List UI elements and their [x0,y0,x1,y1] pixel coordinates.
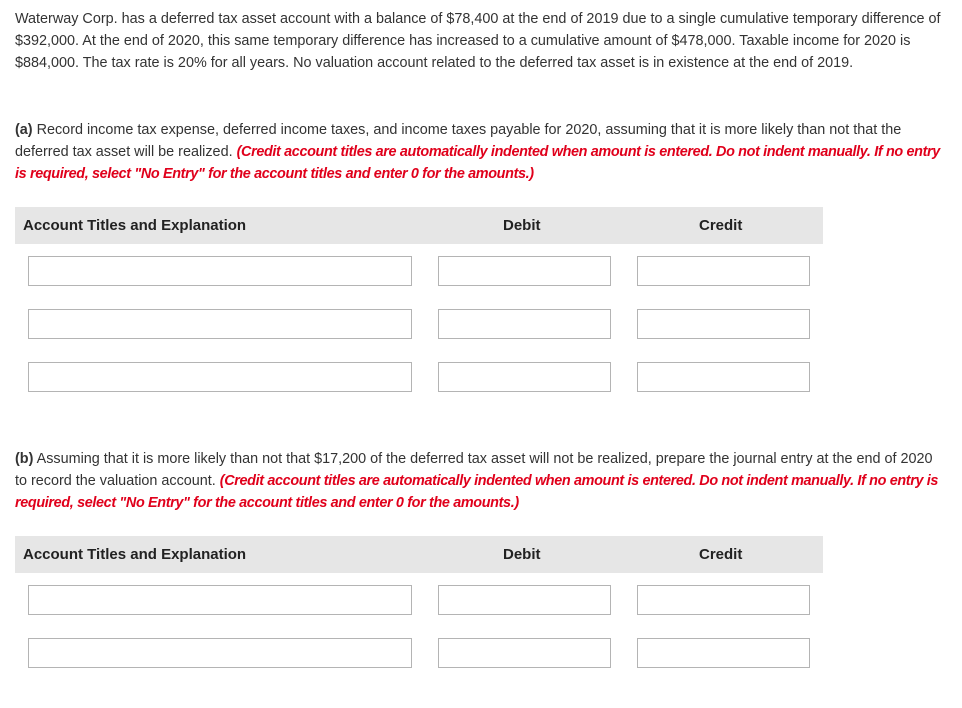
part-a-row-2-credit-input[interactable] [637,309,810,339]
part-b-row-1-account-input[interactable] [28,585,412,615]
part-a-row-1-account-input[interactable] [28,256,412,286]
part-a-row-3-debit-input[interactable] [438,362,611,392]
part-b-row-2-debit-input[interactable] [438,638,611,668]
part-b-instruction: (Credit account titles are automatically indented when amount is entered. Do not indent manually. If no entry is required, select "No Entry" for the account titles and enter 0 for the amounts.) [15,473,939,511]
part-b-row-2-account-input[interactable] [28,638,412,668]
part-a-label: (a) [15,122,33,138]
problem-intro: Waterway Corp. has a deferred tax asset account with a balance of $78,400 at the end of 2019 due to a single cumulative temporary difference of $392,000. At the end of 2020, this same temporary difference has increased to a cumulative amount of $478,000. Taxable income for 2020 is $884,000. The tax rate is 20% for all years. No valuation account related to the deferred tax asset is in existence at the end of 2019. [15,11,941,71]
part-a-header-debit: Debit [503,217,541,234]
part-a-row-1-credit-input[interactable] [637,256,810,286]
part-a-instruction: (Credit account titles are automatically indented when amount is entered. Do not indent manually. If no entry is required, select "No Entry" for the account titles and enter 0 for the amounts.) [15,144,940,182]
part-b-header-account: Account Titles and Explanation [23,546,247,563]
part-a-row-1-debit-input[interactable] [438,256,611,286]
part-a-row-3-account-input[interactable] [28,362,412,392]
part-b-table-header [15,536,823,573]
part-b-question: Assuming that it is more likely than not that $17,200 of the deferred tax asset will not be realized, prepare the journal entry at the end of 2020 to record the valuation account. [15,451,933,489]
part-a-table-header [15,207,823,244]
part-a-row-3-credit-input[interactable] [637,362,810,392]
part-a-header-account: Account Titles and Explanation [23,217,247,234]
part-b-prompt [15,448,945,514]
part-b-row-1-credit-input[interactable] [637,585,810,615]
part-b-header-debit: Debit [503,546,541,563]
part-a-question: Record income tax expense, deferred income taxes, and income taxes payable for 2020, assuming that it is more likely than not that the deferred tax asset will be realized. [15,122,902,160]
part-b-row-2-credit-input[interactable] [637,638,810,668]
part-a-prompt [15,119,945,185]
part-a-row-2-account-input[interactable] [28,309,412,339]
part-a-header-credit: Credit [699,217,743,234]
part-b-label: (b) [15,451,34,467]
part-b-header-credit: Credit [699,546,743,563]
part-b-row-1-debit-input[interactable] [438,585,611,615]
part-a-row-2-debit-input[interactable] [438,309,611,339]
